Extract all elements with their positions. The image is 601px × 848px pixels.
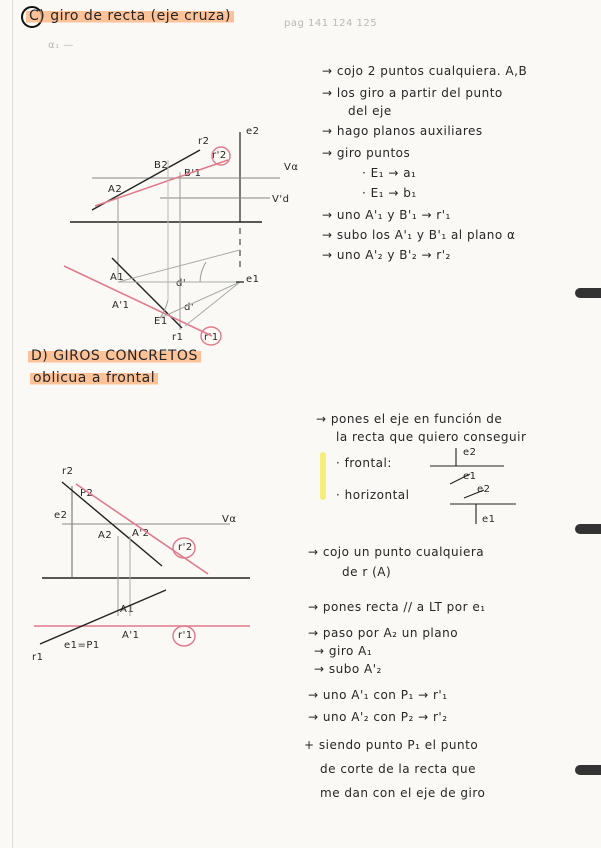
mini-frontal-e1: e1 — [463, 471, 477, 482]
fig-d-r1: r1 — [32, 652, 44, 663]
page-reference: pag 141 124 125 — [284, 18, 378, 29]
note-d-11: → uno A'₂ con P₂ → r'₂ — [308, 710, 448, 724]
fig-c-B2: B2 — [154, 160, 169, 171]
circle-r1p-d — [173, 626, 195, 646]
note-d-14: me dan con el eje de giro — [320, 786, 486, 800]
line-r2-prime — [95, 160, 228, 206]
note-c-3: → hago planos auxiliares — [322, 124, 483, 138]
note-d-9: → subo A'₂ — [314, 662, 382, 676]
fig-d-A1p: A'1 — [122, 630, 140, 641]
fig-c-r1: r1 — [172, 332, 184, 343]
ray-4 — [185, 282, 240, 326]
note-d-2: · frontal: — [336, 456, 392, 470]
mini-horizontal-slash — [464, 490, 484, 498]
fig-c-Vd: V'd — [272, 194, 290, 205]
line-r1-d — [40, 590, 166, 644]
arc-1 — [200, 262, 206, 282]
note-c-6: · E₁ → b₁ — [362, 186, 417, 200]
note-c-7: → uno A'₁ y B'₁ → r'₁ — [322, 208, 451, 222]
fig-d-r1p: r'1 — [178, 630, 193, 641]
fig-d-A2p: A'2 — [132, 528, 150, 539]
note-d-6: → pones recta // a LT por e₁ — [308, 600, 486, 614]
fig-c-e2: e2 — [246, 126, 260, 137]
fig-c-r2: r2 — [198, 136, 210, 147]
note-d-5: de r (A) — [342, 565, 392, 579]
ray-3 — [160, 282, 240, 318]
note-d-4: → cojo un punto cualquiera — [308, 545, 485, 559]
note-c-9: → uno A'₂ y B'₂ → r'₂ — [322, 248, 451, 262]
mini-horizontal-e2: e2 — [477, 484, 491, 495]
note-c-8: → subo los A'₁ y B'₁ al plano α — [322, 228, 516, 242]
note-d-3: · horizontal — [336, 488, 410, 502]
fig-c-B1: B'1 — [184, 168, 202, 179]
fig-c-r1p: r'1 — [204, 332, 219, 343]
figure-d — [34, 482, 250, 646]
note-d-8: → giro A₁ — [314, 644, 373, 658]
note-c-2: del eje — [348, 104, 392, 118]
note-c-4: → giro puntos — [322, 146, 411, 160]
note-d-10: → uno A'₁ con P₁ → r'₁ — [308, 688, 448, 702]
fig-c-A2: A2 — [108, 184, 123, 195]
note-d-7: → paso por A₂ un plano — [308, 626, 459, 640]
mini-horizontal-e1: e1 — [482, 514, 496, 525]
fig-c-A1: A'1 — [112, 300, 130, 311]
fig-c-E1: E1 — [154, 316, 168, 327]
fig-c-d: d' — [176, 278, 187, 289]
note-c-0: → cojo 2 puntos cualquiera. A,B — [322, 64, 528, 78]
fig-d-Va: Vα — [222, 514, 237, 525]
fig-d-r2: r2 — [62, 466, 74, 477]
section-d-subtitle: oblicua a frontal — [30, 370, 158, 386]
fig-c-A1b: A1 — [110, 272, 125, 283]
mini-frontal-slash — [450, 474, 470, 484]
note-c-5: · E₁ → a₁ — [362, 166, 417, 180]
note-d-13: de corte de la recta que — [320, 762, 477, 776]
section-d-title: D) GIROS CONCRETOS — [28, 348, 201, 364]
mini-frontal-e2: e2 — [463, 447, 477, 458]
fig-d-r2p: r'2 — [178, 542, 193, 553]
line-r2p-d — [76, 484, 208, 574]
ray-2 — [118, 250, 240, 282]
fig-d-e1P1: e1=P1 — [64, 640, 100, 651]
mini-symbols — [430, 448, 516, 524]
fig-c-d2: d' — [184, 302, 195, 313]
circle-r2p-d — [173, 538, 195, 558]
fig-c-r2p: r'2 — [212, 150, 227, 161]
fig-d-A1: A1 — [120, 604, 135, 615]
fig-c-e1: e1 — [246, 274, 260, 285]
note-c-1: → los giro a partir del punto — [322, 86, 503, 100]
scribble: α₁ — — [48, 40, 74, 51]
fig-d-e2: e2 — [54, 510, 68, 521]
fig-c-Va: Vα — [284, 162, 299, 173]
fig-d-A2: A2 — [98, 530, 113, 541]
note-d-1: la recta que quiero conseguir — [336, 430, 527, 444]
note-d-12: + siendo punto P₁ el punto — [304, 738, 479, 752]
note-d-0: → pones el eje en función de — [316, 412, 503, 426]
fig-d-P2: P2 — [80, 488, 94, 499]
figure-c — [64, 132, 280, 345]
section-c-title: C) giro de recta (eje cruza) — [26, 8, 234, 24]
